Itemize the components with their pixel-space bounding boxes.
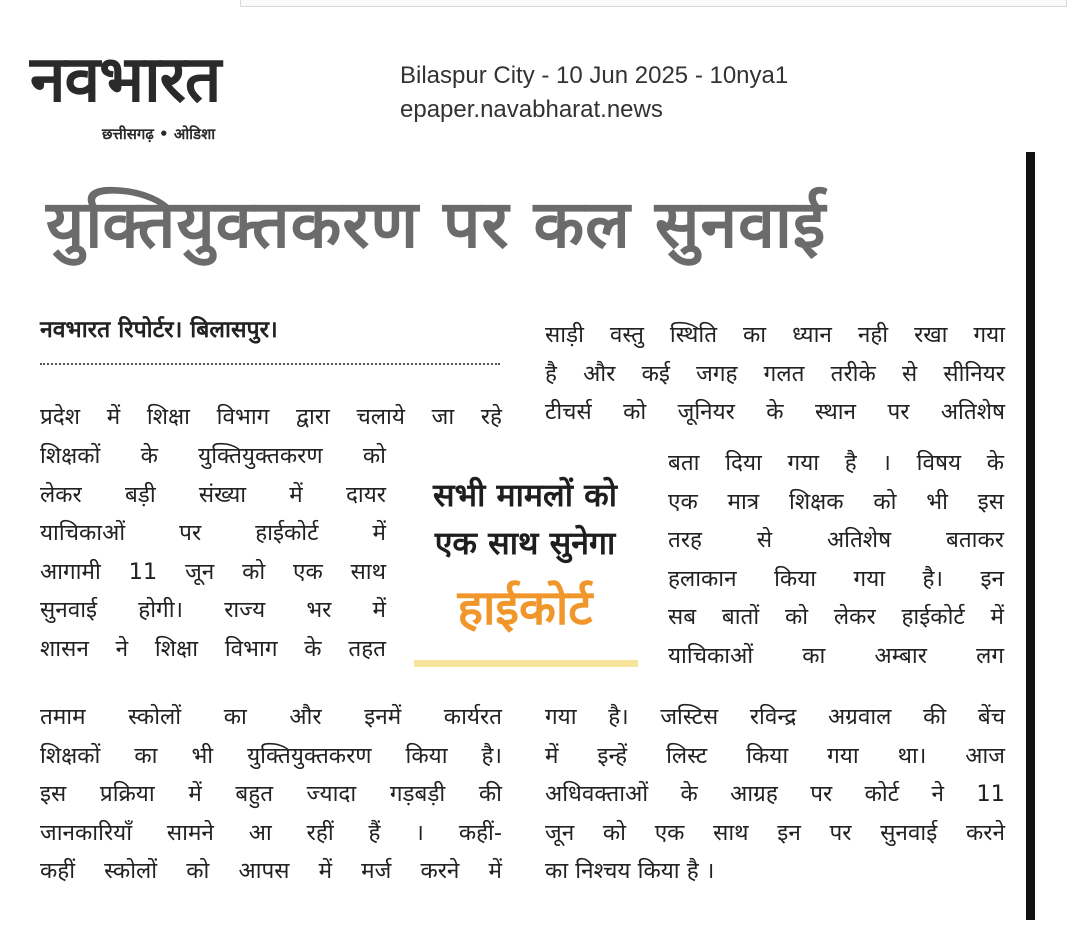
text-line: टीचर्स को जूनियर के स्थान पर अतिशेष xyxy=(545,399,1005,426)
callout-underline-bar xyxy=(414,660,638,667)
text-line: में इन्हें लिस्ट किया गया था। आज xyxy=(545,742,1005,769)
epaper-url: epaper.navabharat.news xyxy=(400,96,663,123)
newspaper-logo xyxy=(22,40,372,150)
edition-info: Bilaspur City - 10 Jun 2025 - 10nya1 xyxy=(400,62,789,89)
text-line: आगामी 11 जून को एक साथ xyxy=(40,558,386,585)
logo-wordmark: नवभारत xyxy=(30,43,221,117)
text-line: शिक्षकों के युक्तियुक्तकरण को xyxy=(40,443,386,469)
pull-quote-callout xyxy=(400,472,650,682)
callout-highlight: हाईकोर्ट xyxy=(457,580,593,636)
text-line: शासन ने शिक्षा विभाग के तहत xyxy=(40,635,386,662)
text-line: सुनवाई होगी। राज्य भर में xyxy=(40,597,386,624)
text-line: एक मात्र शिक्षक को भी इस xyxy=(668,488,1004,515)
left-column-narrow xyxy=(40,437,386,669)
text-line: कहीं स्कोलों को आपस में मर्ज करने में xyxy=(40,858,502,885)
text-line: सब बातों को लेकर हाईकोर्ट में xyxy=(668,604,1004,631)
browser-top-bar xyxy=(240,0,1067,7)
article-headline: युक्तियुक्तकरण पर कल सुनवाई xyxy=(46,186,827,263)
text-line: प्रदेश में शिक्षा विभाग द्वारा चलाये जा रहे xyxy=(40,404,502,430)
text-line: का निश्चय किया है । xyxy=(545,858,715,885)
text-line: बता दिया गया है । विषय के xyxy=(668,450,1004,476)
text-line: शिक्षकों का भी युक्तियुक्तकरण किया है। xyxy=(40,742,502,769)
text-line: जानकारियाँ सामने आ रहीं हैं । कहीं- xyxy=(40,819,502,846)
left-column-top xyxy=(40,398,502,437)
text-line: साड़ी वस्तु स्थिति का ध्यान नही रखा गया xyxy=(545,322,1005,348)
text-line: याचिकाओं पर हाईकोर्ट में xyxy=(40,520,386,547)
text-line: तमाम स्कोलों का और इनमें कार्यरत xyxy=(40,704,502,730)
right-column-narrow xyxy=(668,444,1004,676)
text-line: तरह से अतिशेष बताकर xyxy=(668,527,1004,554)
column-border-rule xyxy=(1026,152,1035,920)
right-column-bottom xyxy=(545,698,1005,891)
callout-line-1: सभी मामलों को xyxy=(432,476,618,514)
text-line: है और कई जगह गलत तरीके से सीनियर xyxy=(545,360,1005,387)
text-line: अधिवक्ताओं के आग्रह पर कोर्ट ने 11 xyxy=(545,781,1005,808)
text-line: लेकर बड़ी संख्या में दायर xyxy=(40,481,386,508)
right-column-top xyxy=(545,316,1005,432)
text-line: याचिकाओं का अम्बार लग xyxy=(668,642,1004,669)
callout-line-2: एक साथ सुनेगा xyxy=(434,524,616,562)
byline-dotted-divider xyxy=(40,363,500,365)
logo-subtitle: छत्तीसगढ़ • ओडिशा xyxy=(102,125,216,143)
text-line: गया है। जस्टिस रविन्द्र अग्रवाल की बेंच xyxy=(545,704,1005,730)
text-line: जून को एक साथ इन पर सुनवाई करने xyxy=(545,819,1005,846)
article-byline: नवभारत रिपोर्टर। बिलासपुर। xyxy=(40,317,278,343)
text-line: हलाकान किया गया है। इन xyxy=(668,565,1004,592)
text-line: इस प्रक्रिया में बहुत ज्यादा गड़बड़ी की xyxy=(40,781,502,808)
left-column-bottom xyxy=(40,698,502,891)
